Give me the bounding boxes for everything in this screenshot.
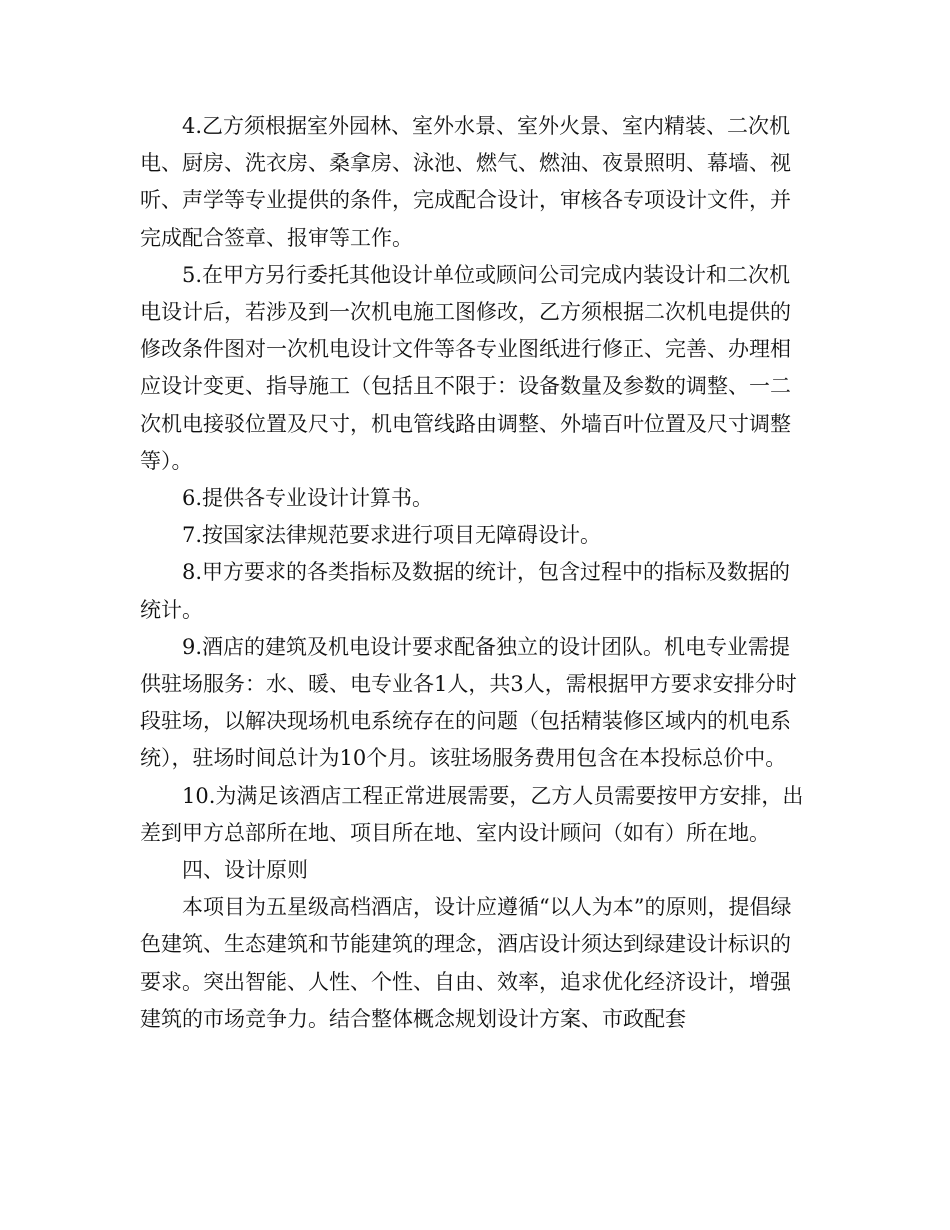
paragraph-item-8: 8.甲方要求的各类指标及数据的统计，包含过程中的指标及数据的统计。 [140,560,791,622]
paragraph-item-4: 4.乙方须根据室外园林、室外水景、室外火景、室内精装、二次机电、厨房、洗衣房、桑拿房、泳池、燃气、燃油、夜景照明、幕墙、视听、声学等专业提供的条件，完成配合设计，审核各专项设计文件，并完成配合签章、报审等工作。 [140,114,791,250]
document-body [140,108,805,1038]
paragraph-item-9: 9.酒店的建筑及机电设计要求配备独立的设计团队。机电专业需提供驻场服务：水、暖、电专业各1人，共3人，需根据甲方要求安排分时段驻场，以解决现场机电系统存在的问题（包括精装修区域内的机电系统），驻场时间总计为10个月。该驻场服务费用包含在本投标总价中。 [140,634,797,771]
section-heading-design-principles: 四、设计原则 [182,858,308,883]
paragraph-item-5: 5.在甲方另行委托其他设计单位或顾问公司完成内装设计和二次机电设计后，若涉及到一次机电施工图修改，乙方须根据二次机电提供的修改条件图对一次机电设计文件等各专业图纸进行修正、完善、办理相应设计变更、指导施工（包括且不限于：设备数量及参数的调整、一二次机电接驳位置及尺寸，机电管线路由调整、外墙百叶位置及尺寸调整等）。 [140,262,791,473]
paragraph-design-principles: 本项目为五星级高档酒店，设计应遵循“以人为本”的原则，提倡绿色建筑、生态建筑和节能建筑的理念，酒店设计须达到绿建设计标识的要求。突出智能、人性、个性、自由、效率，追求优化经济设计，增强建筑的市场竞争力。结合整体概念规划设计方案、市政配套 [140,895,792,1031]
paragraph-item-10: 10.为满足该酒店工程正常进展需要，乙方人员需要按甲方安排，出差到甲方总部所在地、项目所在地、室内设计顾问（如有）所在地。 [140,783,804,845]
paragraph-item-7: 7.按国家法律规范要求进行项目无障碍设计。 [182,523,602,548]
paragraph-item-6: 6.提供各专业设计计算书。 [182,486,434,511]
